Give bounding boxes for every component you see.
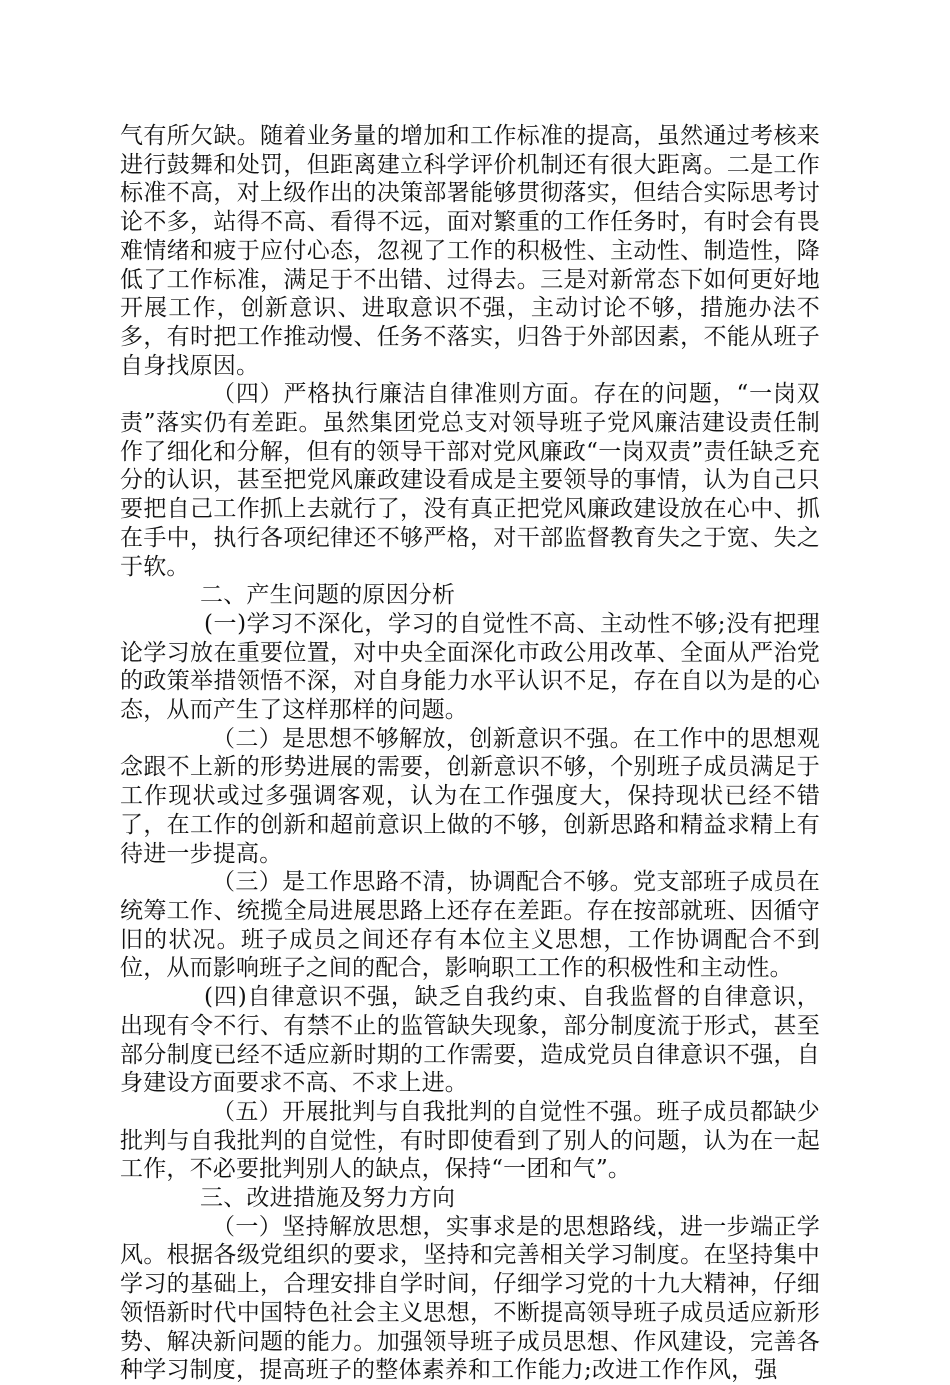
heading-improvement-measures: 三、改进措施及努力方向 [200, 1185, 456, 1212]
paragraph-continued: 气有所欠缺。随着业务量的增加和工作标准的提高，虽然通过考核来进行鼓舞和处罚，但距离建立科学评价机制还有很大距离。二是工作标准不高，对上级作出的决策部署能够贯彻落实，但结合实际思考讨论不多，站得不高、看得不远，面对繁重的工作任务时，有时会有畏难情绪和疲于应付心态，忽视了工作的积极性、主动性、制造性，降低了工作标准，满足于不出错、过得去。三是对新常态下如何更好地开展工作，创新意识、进取意识不强，主动讨论不够，措施办法不多，有时把工作推动慢、任务不落实，归咎于外部因素，不能从班子自身找原因。 [120, 123, 820, 379]
paragraph-section-4: （四）严格执行廉洁自律准则方面。存在的问题，“一岗双责”落实仍有差距。虽然集团党总支对领导班子党风廉洁建设责任制作了细化和分解，但有的领导干部对党风廉政“一岗双责”责任缺乏充分的认识，甚至把党风廉政建设看成是主要领导的事情，认为自己只要把自己工作抓上去就行了，没有真正把党风廉政建设放在心中、抓在手中，执行各项纪律还不够严格，对干部监督教育失之于宽、失之于软。 [120, 381, 820, 580]
paragraph-measure-1: （一）坚持解放思想，实事求是的思想路线，进一步端正学风。根据各级党组织的要求，坚持和完善相关学习制度。在坚持集中学习的基础上，合理安排自学时间，仔细学习党的十九大精神，仔细领悟新时代中国特色社会主义思想，不断提高领导班子成员适应新形势、解决新问题的能力。加强领导班子成员思想、作风建设，完善各种学习制度，提高班子的整体素养和工作能力;改进工作作风，强 [120, 1213, 820, 1384]
paragraph-cause-2: （二）是思想不够解放，创新意识不强。在工作中的思想观念跟不上新的形势进展的需要，创新意识不够，个别班子成员满足于工作现状或过多强调客观，认为在工作强度大，保持现状已经不错了，在工作的创新和超前意识上做的不够，创新思路和精益求精上有待进一步提高。 [120, 725, 820, 867]
document-body [120, 122, 820, 1385]
paragraph-cause-1: (一)学习不深化，学习的自觉性不高、主动性不够;没有把理论学习放在重要位置，对中央全面深化市政公用改革、全面从严治党的政策举措领悟不深，对自身能力水平认识不足，存在自以为是的心态，从而产生了这样那样的问题。 [120, 610, 820, 724]
paragraph-cause-5: （五）开展批判与自我批判的自觉性不强。班子成员都缺少批判与自我批判的自觉性，有时即使看到了别人的问题，认为在一起工作，不必要批判别人的缺点，保持“一团和气”。 [120, 1098, 820, 1183]
paragraph-cause-4: (四)自律意识不强，缺乏自我约束、自我监督的自律意识，出现有令不行、有禁不止的监管缺失现象，部分制度流于形式，甚至部分制度已经不适应新时期的工作需要，造成党员自律意识不强，自身建设方面要求不高、不求上进。 [120, 984, 820, 1097]
heading-cause-analysis: 二、产生问题的原因分析 [200, 582, 456, 609]
paragraph-cause-3: （三）是工作思路不清，协调配合不够。党支部班子成员在统筹工作、统揽全局进展思路上还存在差距。存在按部就班、因循守旧的状况。班子成员之间还存有本位主义思想，工作协调配合不到位，从而影响班子之间的配合，影响职工工作的积极性和主动性。 [120, 869, 820, 982]
